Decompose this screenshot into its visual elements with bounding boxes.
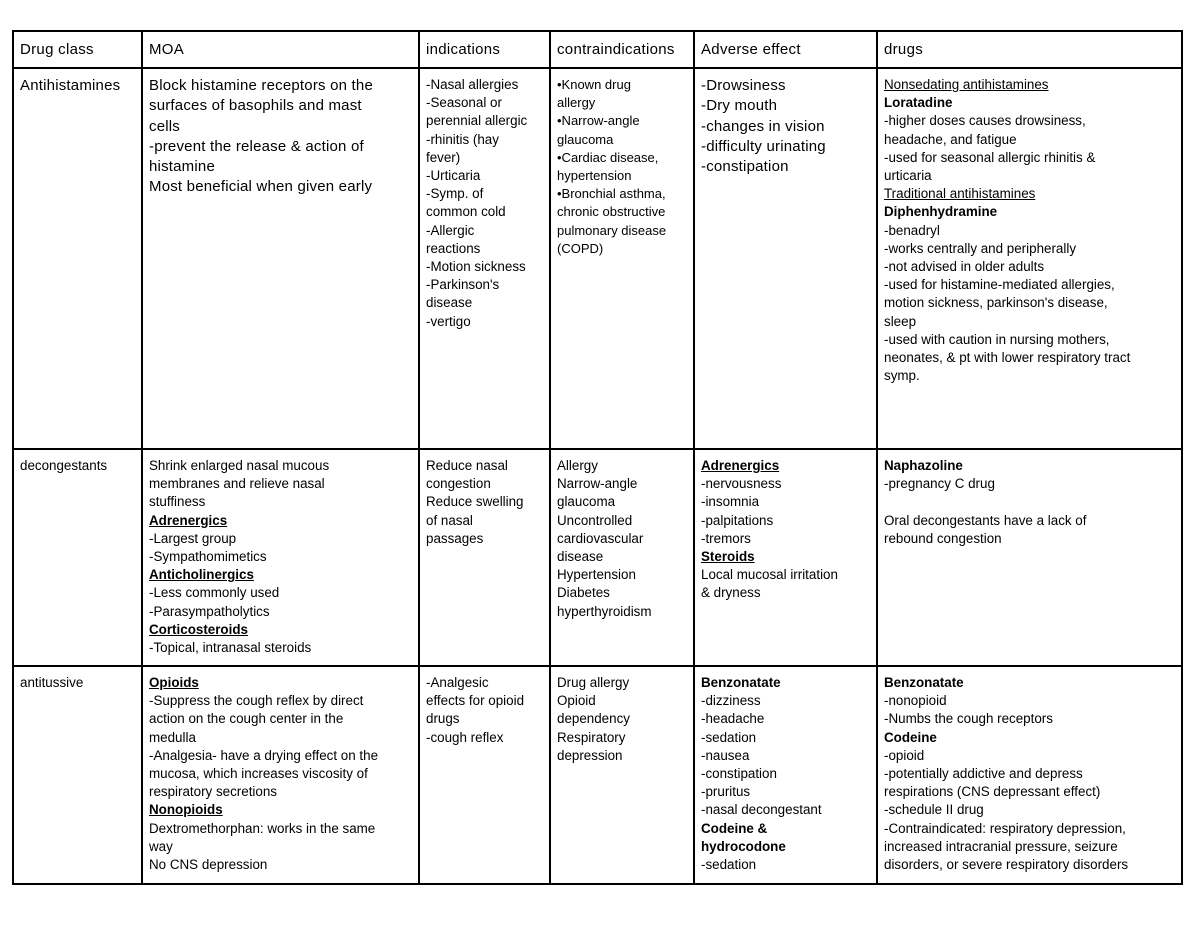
text-line: (COPD) [557,240,604,256]
indications-cell [419,666,550,884]
text-line: -insomnia [701,494,760,510]
drug-class-cell: decongestants [13,449,142,666]
text-line: Steroids [701,549,755,565]
text-line: Drug allergy [557,675,630,690]
text-line: Respiratory [557,729,626,745]
text-line: -Suppress the cough reflex by direct [149,693,364,709]
text-line: -Largest group [149,530,237,546]
text-line: urticaria [884,168,932,184]
text-line: Reduce nasal [426,458,508,473]
text-line: -sedation [701,729,757,745]
text-line: respirations (CNS depressant effect) [884,784,1101,800]
adverse-effect-cell [694,449,877,666]
adverse-effect-cell [694,666,877,884]
text-line: allergy [557,95,596,111]
text-line: -higher doses causes drowsiness, [884,113,1086,129]
text-line: depression [557,747,623,763]
text-line: Uncontrolled [557,512,633,528]
header-contraindications: contraindications [550,31,694,68]
header-row [13,31,1182,68]
text-line: pulmonary disease [557,222,667,238]
text-line: -Urticaria [426,168,481,184]
text-line: -pruritus [701,784,751,800]
contraindications-cell [550,68,694,449]
text-line: glaucoma [557,131,614,147]
text-line: neonates, & pt with lower respiratory tract [884,350,1131,366]
text-line: symp. [884,368,920,384]
text-line: increased intracranial pressure, seizure [884,838,1118,854]
text-line: -dizziness [701,693,761,709]
text-line: -Seasonal or [426,95,502,111]
text-line: sleep [884,313,917,329]
text-line: -used for histamine-mediated allergies, [884,277,1115,293]
text-line: -Contraindicated: respiratory depression, [884,820,1126,836]
text-line: -Analgesia- have a drying effect on the [149,747,379,763]
text-line: -not advised in older adults [884,259,1045,275]
text-line: dependency [557,711,630,727]
text-line: congestion [426,476,491,492]
text-line: Most beneficial when given early [149,178,373,196]
text-line: rebound congestion [884,530,1002,546]
text-line: -Parkinson's [426,277,500,293]
moa-cell [142,68,419,449]
text-line: Reduce swelling [426,494,524,510]
text-line: -changes in vision [701,117,825,135]
moa-cell [142,449,419,666]
header-drugs: drugs [877,31,1182,68]
text-line: respiratory secretions [149,784,278,800]
text-line: -benadryl [884,222,940,238]
text-line: disorders, or severe respiratory disorders [884,857,1129,873]
text-line: -headache [701,711,765,727]
text-line: mucosa, which increases viscosity of [149,766,368,782]
text-line: Benzonatate [701,675,781,690]
text-line: -nausea [701,747,750,763]
text-line: -Topical, intranasal steroids [149,640,312,656]
text-line: -vertigo [426,313,471,329]
text-line: •Narrow-angle [557,113,640,129]
text-line: -used with caution in nursing mothers, [884,331,1110,347]
text-line: cardiovascular [557,530,644,546]
text-line: motion sickness, parkinson's disease, [884,295,1108,311]
text-line: action on the cough center in the [149,711,344,727]
table-row-decongestants [13,449,1182,666]
text-line: Diphenhydramine [884,204,998,220]
text-line: & dryness [701,585,761,601]
text-line: glaucoma [557,494,616,510]
text-line: Adrenergics [701,458,780,473]
text-line: Allergy [557,458,598,473]
indications-cell [419,68,550,449]
text-line: Nonsedating antihistamines [884,77,1049,92]
text-line: Dextromethorphan: works in the same [149,820,376,836]
text-line: -cough reflex [426,729,504,745]
drug-class-cell: antitussive [13,666,142,884]
text-line: -constipation [701,158,789,176]
text-line: Adrenergics [149,512,228,528]
text-line: headache, and fatigue [884,131,1017,147]
text-line: -rhinitis (hay [426,131,499,147]
text-line: -prevent the release & action of [149,137,364,155]
text-line: -nasal decongestant [701,802,822,818]
text-line: -used for seasonal allergic rhinitis & [884,149,1096,165]
text-line: No CNS depression [149,857,268,873]
text-line: -difficulty urinating [701,137,826,155]
text-line: -constipation [701,766,777,782]
moa-cell [142,666,419,884]
text-line: •Bronchial asthma, [557,186,666,202]
text-line: -Nasal allergies [426,77,519,92]
table-row-antitussive [13,666,1182,884]
header-adverse-effect: Adverse effect [694,31,877,68]
text-line: surfaces of basophils and mast [149,97,362,115]
text-line: drugs [426,711,460,727]
text-line: •Known drug [557,77,631,92]
text-line: fever) [426,149,461,165]
text-line: -Parasympatholytics [149,603,270,619]
text-line: -pregnancy C drug [884,476,995,492]
text-line: Hypertension [557,567,636,583]
text-line: -Numbs the cough receptors [884,711,1053,727]
table-row-antihistamines [13,68,1182,449]
contraindications-cell [550,666,694,884]
text-line: Narrow-angle [557,476,638,492]
text-line: Codeine & [701,820,768,836]
header-indications: indications [419,31,550,68]
text-line: histamine [149,158,215,176]
text-line: Block histamine receptors on the [149,77,374,94]
drugs-cell [877,666,1182,884]
text-line: Nonopioids [149,802,223,818]
text-line: -palpitations [701,512,774,528]
adverse-effect-cell [694,68,877,449]
text-line: Benzonatate [884,675,964,690]
header-drug-class: Drug class [13,31,142,68]
text-line: -schedule II drug [884,802,984,818]
text-line: -nonopioid [884,693,947,709]
text-line: way [149,838,173,854]
text-line: cells [149,117,181,135]
text-line: Codeine [884,729,937,745]
text-line: -Dry mouth [701,97,778,115]
text-line: Opioids [149,675,199,690]
indications-cell [419,449,550,666]
drug-class-table [12,30,1183,885]
text-line: -tremors [701,530,751,546]
text-line: -sedation [701,857,757,873]
text-line: Loratadine [884,95,953,111]
drugs-cell [877,68,1182,449]
text-line: hydrocodone [701,838,786,854]
contraindications-cell [550,449,694,666]
spacer-line [884,493,1175,511]
text-line: Anticholinergics [149,567,254,583]
text-line: -Analgesic [426,675,489,690]
text-line: Traditional antihistamines [884,186,1036,202]
text-line: Oral decongestants have a lack of [884,512,1087,528]
text-line: -works centrally and peripherally [884,240,1077,256]
text-line: Opioid [557,693,596,709]
text-line: hypertension [557,168,632,184]
text-line: disease [426,295,473,311]
text-line: stuffiness [149,494,206,510]
text-line: common cold [426,204,506,220]
text-line: -Symp. of [426,186,484,202]
text-line: Diabetes [557,585,610,601]
text-line: disease [557,549,604,565]
text-line: of nasal [426,512,473,528]
text-line: Corticosteroids [149,621,248,637]
text-line: -nervousness [701,476,782,492]
text-line: passages [426,530,484,546]
text-line: -Drowsiness [701,77,786,94]
text-line: Local mucosal irritation [701,567,838,583]
text-line: •Cardiac disease, [557,149,659,165]
header-moa: MOA [142,31,419,68]
text-line: effects for opioid [426,693,525,709]
text-line: -opioid [884,747,925,763]
text-line: -Sympathomimetics [149,549,267,565]
text-line: perennial allergic [426,113,528,129]
text-line: Naphazoline [884,458,963,473]
text-line: -potentially addictive and depress [884,766,1083,782]
text-line: Shrink enlarged nasal mucous [149,458,330,473]
text-line: chronic obstructive [557,204,666,220]
text-line: hyperthyroidism [557,603,652,619]
text-line: -Motion sickness [426,259,526,275]
text-line: -Less commonly used [149,585,280,601]
drug-class-cell: Antihistamines [13,68,142,449]
text-line: membranes and relieve nasal [149,476,325,492]
drugs-cell [877,449,1182,666]
text-line: -Allergic [426,222,475,238]
text-line: reactions [426,240,481,256]
text-line: medulla [149,729,196,745]
